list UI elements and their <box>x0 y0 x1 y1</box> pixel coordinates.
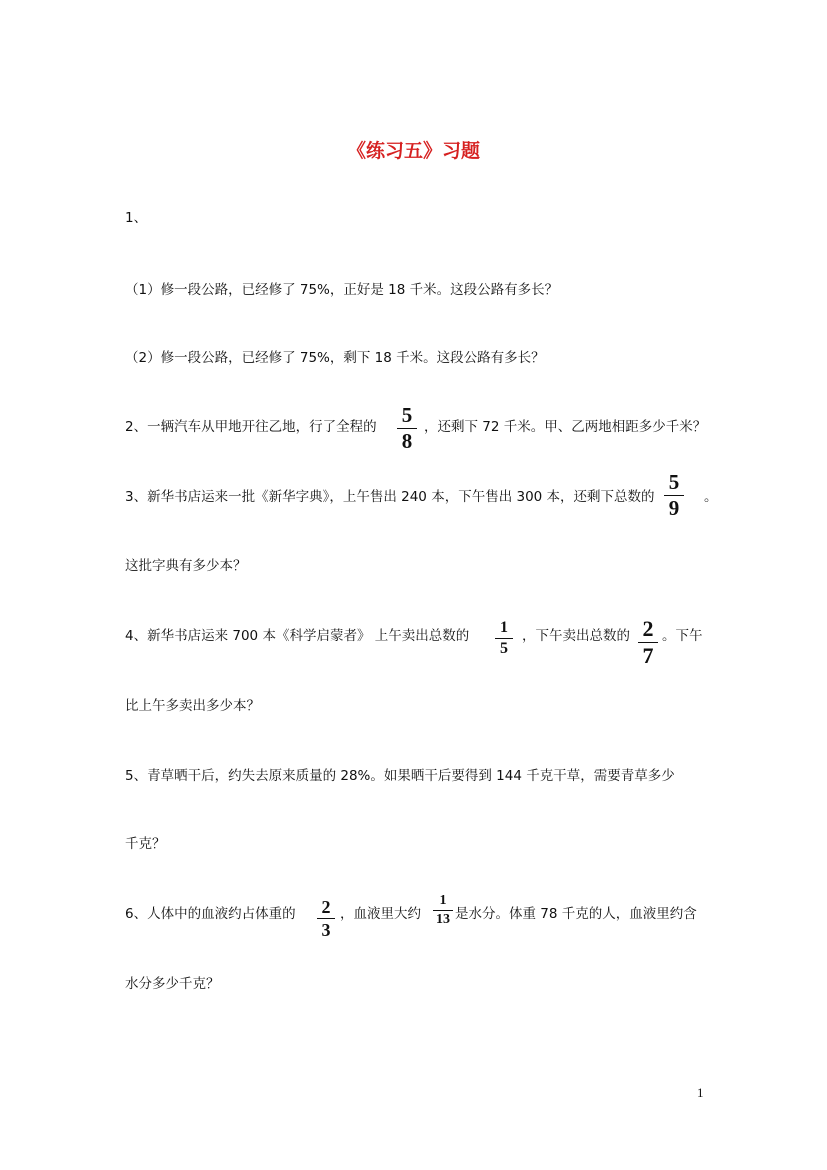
question-6-text-after: 是水分。体重 78 千克的人，血液里约含 <box>455 906 697 922</box>
question-6-fraction-1 <box>317 898 335 939</box>
question-4-text-before: 4、新华书店运来 700 本《科学启蒙者》 上午卖出总数的 <box>125 628 470 644</box>
fraction-numerator: 5 <box>668 470 680 494</box>
question-2-text-before: 2、一辆汽车从甲地开往乙地，行了全程的 <box>125 419 377 435</box>
question-4-text-middle: ，下午卖出总数的 <box>522 628 630 644</box>
question-3-fraction <box>664 472 684 519</box>
fraction-bar <box>495 638 513 639</box>
fraction-denominator: 8 <box>401 429 413 453</box>
question-6-fraction-2 <box>433 894 453 927</box>
question-4-fraction-1 <box>495 620 513 657</box>
page-number: 1 <box>697 1085 704 1100</box>
question-4-text-after: 。下午 <box>662 628 703 644</box>
question-4-line-2: 比上午多卖出多少本？ <box>125 698 260 714</box>
question-3-end-punct: 。 <box>704 489 718 505</box>
fraction-numerator: 1 <box>439 893 447 908</box>
fraction-bar <box>433 910 453 911</box>
question-2-text-after: ，还剩下 72 千米。甲、乙两地相距多少千米？ <box>424 419 707 435</box>
question-1-part-2: （2）修一段公路，已经修了 75%，剩下 18 千米。这段公路有多长？ <box>125 350 545 366</box>
question-6-line-2: 水分多少千克？ <box>125 976 220 992</box>
question-3-line-2: 这批字典有多少本？ <box>125 558 247 574</box>
question-6-text-middle: ，血液里大约 <box>340 906 421 922</box>
fraction-denominator: 3 <box>321 920 331 940</box>
question-1-part-1: （1）修一段公路，已经修了 75%，正好是 18 千米。这段公路有多长？ <box>125 282 559 298</box>
fraction-denominator: 5 <box>500 640 508 657</box>
fraction-denominator: 7 <box>642 643 654 668</box>
question-5-line-2: 千克？ <box>125 836 166 852</box>
question-4-fraction-2 <box>638 618 658 667</box>
question-6-text-before: 6、人体中的血液约占体重的 <box>125 906 296 922</box>
fraction-bar <box>317 918 335 919</box>
fraction-numerator: 2 <box>642 616 654 641</box>
fraction-numerator: 5 <box>401 403 413 427</box>
question-2-fraction <box>397 405 417 452</box>
fraction-denominator: 13 <box>436 912 450 927</box>
fraction-numerator: 2 <box>321 897 331 917</box>
fraction-numerator: 1 <box>500 619 508 636</box>
question-5-line-1: 5、青草晒干后，约失去原来质量的 28%。如果晒干后要得到 144 千克干草，需要青草多少 <box>125 768 675 784</box>
question-3-text-before: 3、新华书店运来一批《新华字典》，上午售出 240 本，下午售出 300 本，还剩下总数的 <box>125 489 655 505</box>
page-title: 《练习五》习题 <box>346 140 480 162</box>
fraction-denominator: 9 <box>668 496 680 520</box>
question-1-label: 1、 <box>125 210 148 226</box>
